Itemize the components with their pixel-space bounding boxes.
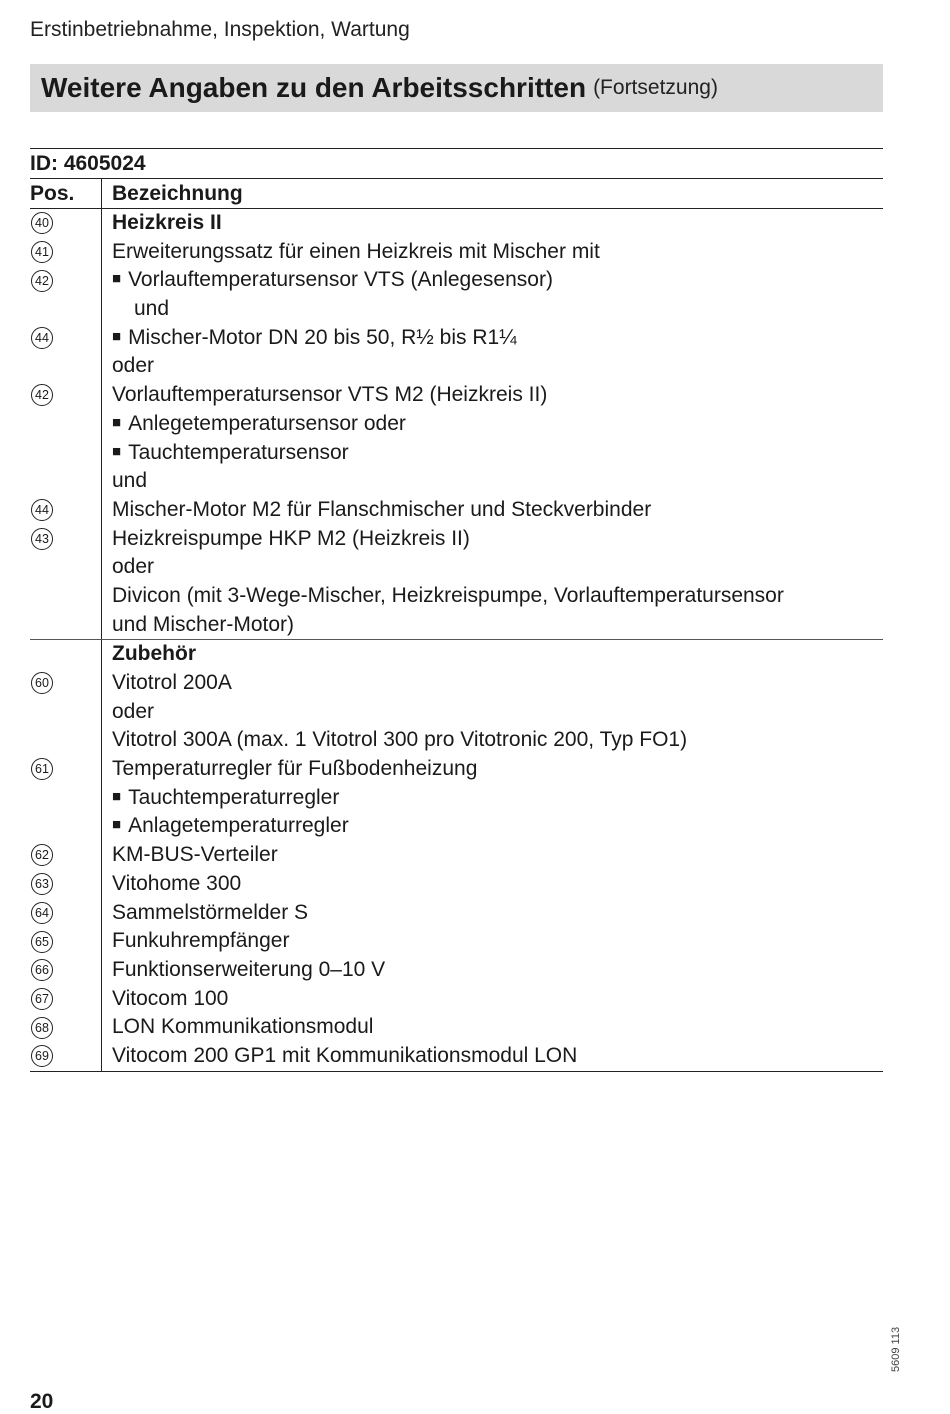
- parts-table: [30, 148, 883, 1072]
- section-title-bar: [30, 64, 883, 112]
- position-cell: [30, 812, 101, 841]
- table-row: [112, 496, 883, 525]
- table-row: [112, 726, 883, 755]
- table-row: [112, 439, 883, 468]
- position-number-circle: 40: [31, 212, 53, 234]
- table-row: [112, 525, 883, 554]
- position-cell: [30, 295, 101, 324]
- table-row: [112, 640, 883, 669]
- position-cell: [30, 525, 101, 554]
- row-text: Anlegetemperatursensor oder: [128, 411, 406, 435]
- position-cell: [30, 324, 101, 353]
- bullet-square-icon: ■: [112, 787, 122, 805]
- table-row: [112, 698, 883, 727]
- position-cell: [30, 410, 101, 439]
- page-number: 20: [30, 1390, 54, 1413]
- position-cell: [30, 669, 101, 698]
- table-row: [112, 927, 883, 956]
- row-text: Vitohome 300: [112, 871, 242, 895]
- table-row: [112, 410, 883, 439]
- row-text: Sammelstörmelder S: [112, 900, 309, 924]
- position-cell: [30, 381, 101, 410]
- table-row: [112, 1013, 883, 1042]
- table-row: [112, 209, 883, 238]
- table-row: [112, 755, 883, 784]
- row-text: Vitotrol 200A: [112, 671, 232, 694]
- position-number-circle: 67: [31, 988, 53, 1010]
- table-row: [112, 582, 883, 611]
- position-cell: [30, 927, 101, 956]
- table-header: [30, 179, 883, 209]
- table-row: [112, 841, 883, 870]
- position-cell: [30, 1042, 101, 1071]
- table-row: [112, 553, 883, 582]
- bullet-square-icon: ■: [112, 413, 122, 431]
- row-text: Heizkreispumpe HKP M2 (Heizkreis II): [112, 526, 470, 550]
- position-cell: [30, 899, 101, 928]
- row-text: Erweiterungssatz für einen Heizkreis mit Mischer mit: [112, 239, 600, 263]
- row-text: Anlagetemperaturregler: [128, 814, 349, 838]
- table-row: [112, 956, 883, 985]
- position-number-circle: 64: [31, 902, 53, 924]
- table-row: [112, 870, 883, 899]
- row-text: Vitocom 100: [112, 986, 229, 1010]
- table-row: [112, 899, 883, 928]
- position-cell: [30, 698, 101, 727]
- row-text: Vitotrol 300A (max. 1 Vitotrol 300 pro Vitotronic 200, Typ FO1): [112, 728, 688, 752]
- row-text: Vorlauftemperatursensor VTS (Anlegesensor): [128, 268, 553, 292]
- table-row: [112, 784, 883, 813]
- table-row: [112, 669, 883, 698]
- row-text: Funktionserweiterung 0–10 V: [112, 957, 386, 981]
- position-cell: [30, 238, 101, 267]
- table-row: [112, 352, 883, 381]
- document-code: 5609 113: [890, 1326, 902, 1372]
- position-number-circle: 60: [31, 672, 53, 694]
- position-number-circle: 41: [31, 241, 53, 263]
- table-row: [112, 467, 883, 496]
- position-cell: [30, 956, 101, 985]
- row-text: und Mischer-Motor): [112, 612, 295, 636]
- position-cell: [30, 553, 101, 582]
- row-text: und: [134, 297, 170, 321]
- table-row: [112, 266, 883, 295]
- row-text: KM-BUS-Verteiler: [112, 843, 278, 867]
- table-id: ID: 4605024: [30, 149, 883, 179]
- description-column: [102, 209, 883, 639]
- table-row: [112, 812, 883, 841]
- position-cell: [30, 985, 101, 1014]
- position-number-circle: 42: [31, 270, 53, 292]
- table-row: [112, 611, 883, 640]
- position-cell: [30, 611, 101, 640]
- table-row: [112, 381, 883, 410]
- pos-column: [30, 640, 102, 1070]
- bullet-square-icon: ■: [112, 270, 122, 288]
- bullet-square-icon: ■: [112, 442, 122, 460]
- bullet-square-icon: ■: [112, 327, 122, 345]
- table-row: [112, 238, 883, 267]
- position-number-circle: 65: [31, 931, 53, 953]
- description-column: [102, 640, 883, 1070]
- pos-column: [30, 209, 102, 639]
- row-text: oder: [112, 555, 155, 579]
- position-number-circle: 69: [31, 1045, 53, 1067]
- position-cell: [30, 467, 101, 496]
- position-cell: [30, 266, 101, 295]
- bullet-square-icon: ■: [112, 816, 122, 834]
- row-text: Tauchtemperaturregler: [128, 785, 340, 809]
- position-cell: [30, 209, 101, 238]
- position-number-circle: 63: [31, 873, 53, 895]
- position-cell: [30, 352, 101, 381]
- position-cell: [30, 784, 101, 813]
- section-title-suffix: (Fortsetzung): [593, 76, 718, 99]
- row-text: Funkuhrempfänger: [112, 929, 290, 953]
- row-text: Mischer-Motor M2 für Flanschmischer und Steckverbinder: [112, 497, 652, 521]
- row-text: oder: [112, 699, 155, 723]
- row-text: Mischer-Motor DN 20 bis 50, R½ bis R1¼: [128, 325, 517, 349]
- column-header-description: Bezeichnung: [112, 182, 243, 205]
- position-cell: [30, 755, 101, 784]
- row-text: Divicon (mit 3-Wege-Mischer, Heizkreispumpe, Vorlauftemperatursensor: [112, 583, 784, 607]
- column-header-pos: Pos.: [30, 179, 102, 208]
- position-number-circle: 44: [31, 499, 53, 521]
- position-number-circle: 42: [31, 384, 53, 406]
- table-row: [112, 324, 883, 353]
- position-number-circle: 43: [31, 528, 53, 550]
- row-text: Heizkreis II: [112, 211, 222, 234]
- position-cell: [30, 640, 101, 669]
- position-cell: [30, 439, 101, 468]
- table-row: [112, 295, 883, 324]
- row-text: und: [112, 469, 148, 493]
- position-number-circle: 66: [31, 959, 53, 981]
- position-cell: [30, 870, 101, 899]
- row-text: Vitocom 200 GP1 mit Kommunikationsmodul LON: [112, 1043, 578, 1067]
- row-text: Vorlauftemperatursensor VTS M2 (Heizkreis II): [112, 383, 548, 407]
- row-text: LON Kommunikationsmodul: [112, 1015, 374, 1039]
- row-text: Temperaturregler für Fußbodenheizung: [112, 757, 478, 781]
- table-row: [112, 1042, 883, 1071]
- position-number-circle: 68: [31, 1017, 53, 1039]
- position-number-circle: 44: [31, 327, 53, 349]
- accessories-group: [30, 639, 883, 1071]
- position-cell: [30, 582, 101, 611]
- row-text: Tauchtemperatursensor: [128, 440, 349, 464]
- running-header: Erstinbetriebnahme, Inspektion, Wartung: [30, 18, 410, 41]
- row-text: Zubehör: [112, 642, 196, 666]
- position-cell: [30, 496, 101, 525]
- table-row: [112, 985, 883, 1014]
- heating-circuit-group: [30, 209, 883, 639]
- row-text: oder: [112, 354, 155, 378]
- position-cell: [30, 841, 101, 870]
- position-number-circle: 62: [31, 844, 53, 866]
- position-cell: [30, 1013, 101, 1042]
- position-number-circle: 61: [31, 758, 53, 780]
- position-cell: [30, 726, 101, 755]
- section-title: Weitere Angaben zu den Arbeitsschritten: [41, 72, 587, 103]
